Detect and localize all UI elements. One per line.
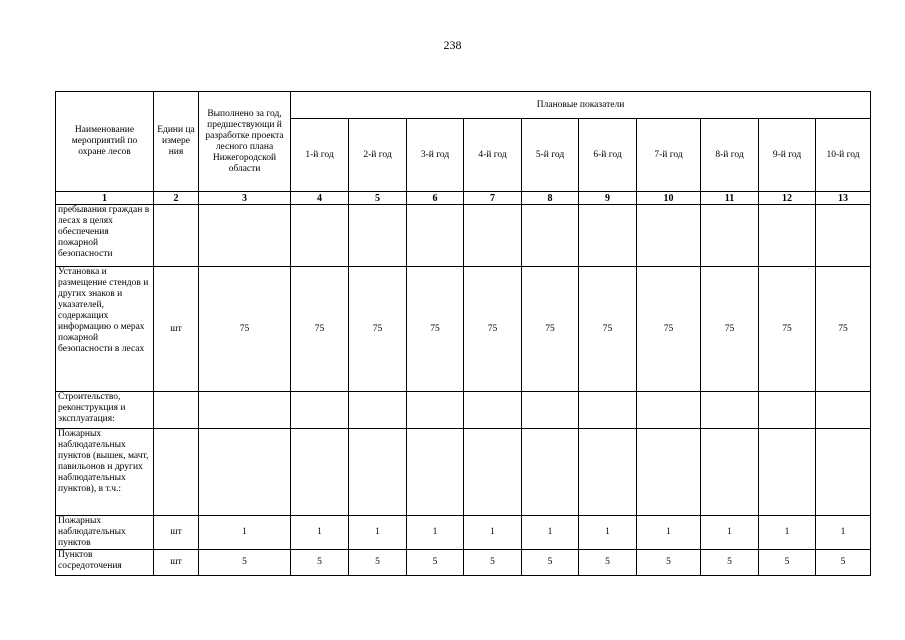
planned-value-cell [816,392,871,429]
header-year: 2-й год [349,119,407,192]
header-year: 7-й год [637,119,701,192]
column-number: 10 [637,192,701,205]
planned-value-cell: 5 [579,550,637,576]
planned-value-cell: 75 [349,267,407,392]
done-previous-year-cell [199,392,291,429]
done-previous-year-cell [199,205,291,267]
unit-cell: шт [154,550,199,576]
table-row [56,205,871,267]
table-row [56,429,871,516]
planned-value-cell: 1 [522,516,579,550]
planned-value-cell: 5 [816,550,871,576]
planned-value-cell: 5 [464,550,522,576]
planned-value-cell: 1 [579,516,637,550]
done-previous-year-cell: 75 [199,267,291,392]
unit-cell: шт [154,267,199,392]
planned-value-cell [464,429,522,516]
table-row [56,392,871,429]
planned-value-cell [701,429,759,516]
planned-value-cell: 75 [522,267,579,392]
activity-name-cell: Установка и размещение стендов и других знаков и указателей, содержащих информацию о мерах пожарной безопасности в лесах [56,267,154,392]
planned-value-cell [291,392,349,429]
planned-value-cell: 5 [637,550,701,576]
planned-value-cell [701,392,759,429]
planned-value-cell [759,429,816,516]
planned-value-cell [407,392,464,429]
done-previous-year-cell [199,429,291,516]
column-number: 13 [816,192,871,205]
column-number: 1 [56,192,154,205]
planned-value-cell: 5 [701,550,759,576]
planned-value-cell [407,429,464,516]
planned-value-cell: 75 [291,267,349,392]
header-planned-indicators: Плановые показатели [291,92,871,119]
planned-value-cell [816,429,871,516]
planned-value-cell: 1 [407,516,464,550]
page-number: 238 [443,38,462,52]
header-year: 5-й год [522,119,579,192]
planned-value-cell [759,392,816,429]
header-year: 1-й год [291,119,349,192]
planned-value-cell [349,392,407,429]
planned-value-cell: 1 [816,516,871,550]
planned-value-cell [464,392,522,429]
header-done-previous-year: Выполнено за год, предшествующи й разработке проекта лесного плана Нижегородской области [199,92,291,192]
planned-value-cell: 5 [349,550,407,576]
planned-value-cell: 1 [759,516,816,550]
column-number: 9 [579,192,637,205]
planned-value-cell [759,205,816,267]
column-number: 6 [407,192,464,205]
column-number: 2 [154,192,199,205]
planned-value-cell [291,205,349,267]
planned-value-cell [701,205,759,267]
planned-value-cell [407,205,464,267]
planned-value-cell: 1 [291,516,349,550]
done-previous-year-cell: 1 [199,516,291,550]
planned-value-cell [816,205,871,267]
planned-value-cell: 1 [349,516,407,550]
planned-value-cell: 75 [759,267,816,392]
planned-value-cell: 75 [637,267,701,392]
planned-value-cell: 5 [291,550,349,576]
activity-name-cell: Пунктов сосредоточения [56,550,154,576]
unit-cell: шт [154,516,199,550]
column-number: 4 [291,192,349,205]
planned-value-cell: 75 [579,267,637,392]
column-number: 7 [464,192,522,205]
table-row [56,550,871,576]
header-year: 3-й год [407,119,464,192]
column-number: 3 [199,192,291,205]
done-previous-year-cell: 5 [199,550,291,576]
planned-value-cell: 5 [759,550,816,576]
header-year: 6-й год [579,119,637,192]
planned-value-cell: 1 [464,516,522,550]
header-year: 10-й год [816,119,871,192]
activity-name-cell: Пожарных наблюдательных пунктов [56,516,154,550]
planned-value-cell: 5 [522,550,579,576]
unit-cell [154,205,199,267]
planned-value-cell [349,205,407,267]
planned-value-cell [637,429,701,516]
column-number: 8 [522,192,579,205]
column-number: 12 [759,192,816,205]
activity-name-cell: Пожарных наблюдательных пунктов (вышек, мачт, павильонов и других наблюдательных пунктов), в т.ч.: [56,429,154,516]
planned-value-cell: 5 [407,550,464,576]
planned-value-cell [579,392,637,429]
header-year: 9-й год [759,119,816,192]
planned-value-cell [637,205,701,267]
planned-value-cell: 75 [407,267,464,392]
planned-value-cell: 1 [701,516,759,550]
planned-value-cell [522,429,579,516]
planned-value-cell: 75 [816,267,871,392]
planned-value-cell [522,205,579,267]
planned-value-cell [349,429,407,516]
planned-value-cell: 1 [637,516,701,550]
table-row [56,267,871,392]
header-activity-name: Наименование мероприятий по охране лесов [56,92,154,192]
planned-value-cell: 75 [701,267,759,392]
planned-value-cell [291,429,349,516]
planned-value-cell [579,429,637,516]
activity-name-cell: пребывания граждан в лесах в целях обеспечения пожарной безопасности [56,205,154,267]
column-number: 5 [349,192,407,205]
planned-value-cell [637,392,701,429]
header-year: 8-й год [701,119,759,192]
unit-cell [154,429,199,516]
table-row [56,516,871,550]
header-year: 4-й год [464,119,522,192]
planned-value-cell [464,205,522,267]
planned-value-cell: 75 [464,267,522,392]
unit-cell [154,392,199,429]
planned-value-cell [579,205,637,267]
fire-protection-plan-table [55,91,871,576]
header-unit: Едини ца измере ния [154,92,199,192]
planned-value-cell [522,392,579,429]
activity-name-cell: Строительство, реконструкция и эксплуатация: [56,392,154,429]
column-number: 11 [701,192,759,205]
